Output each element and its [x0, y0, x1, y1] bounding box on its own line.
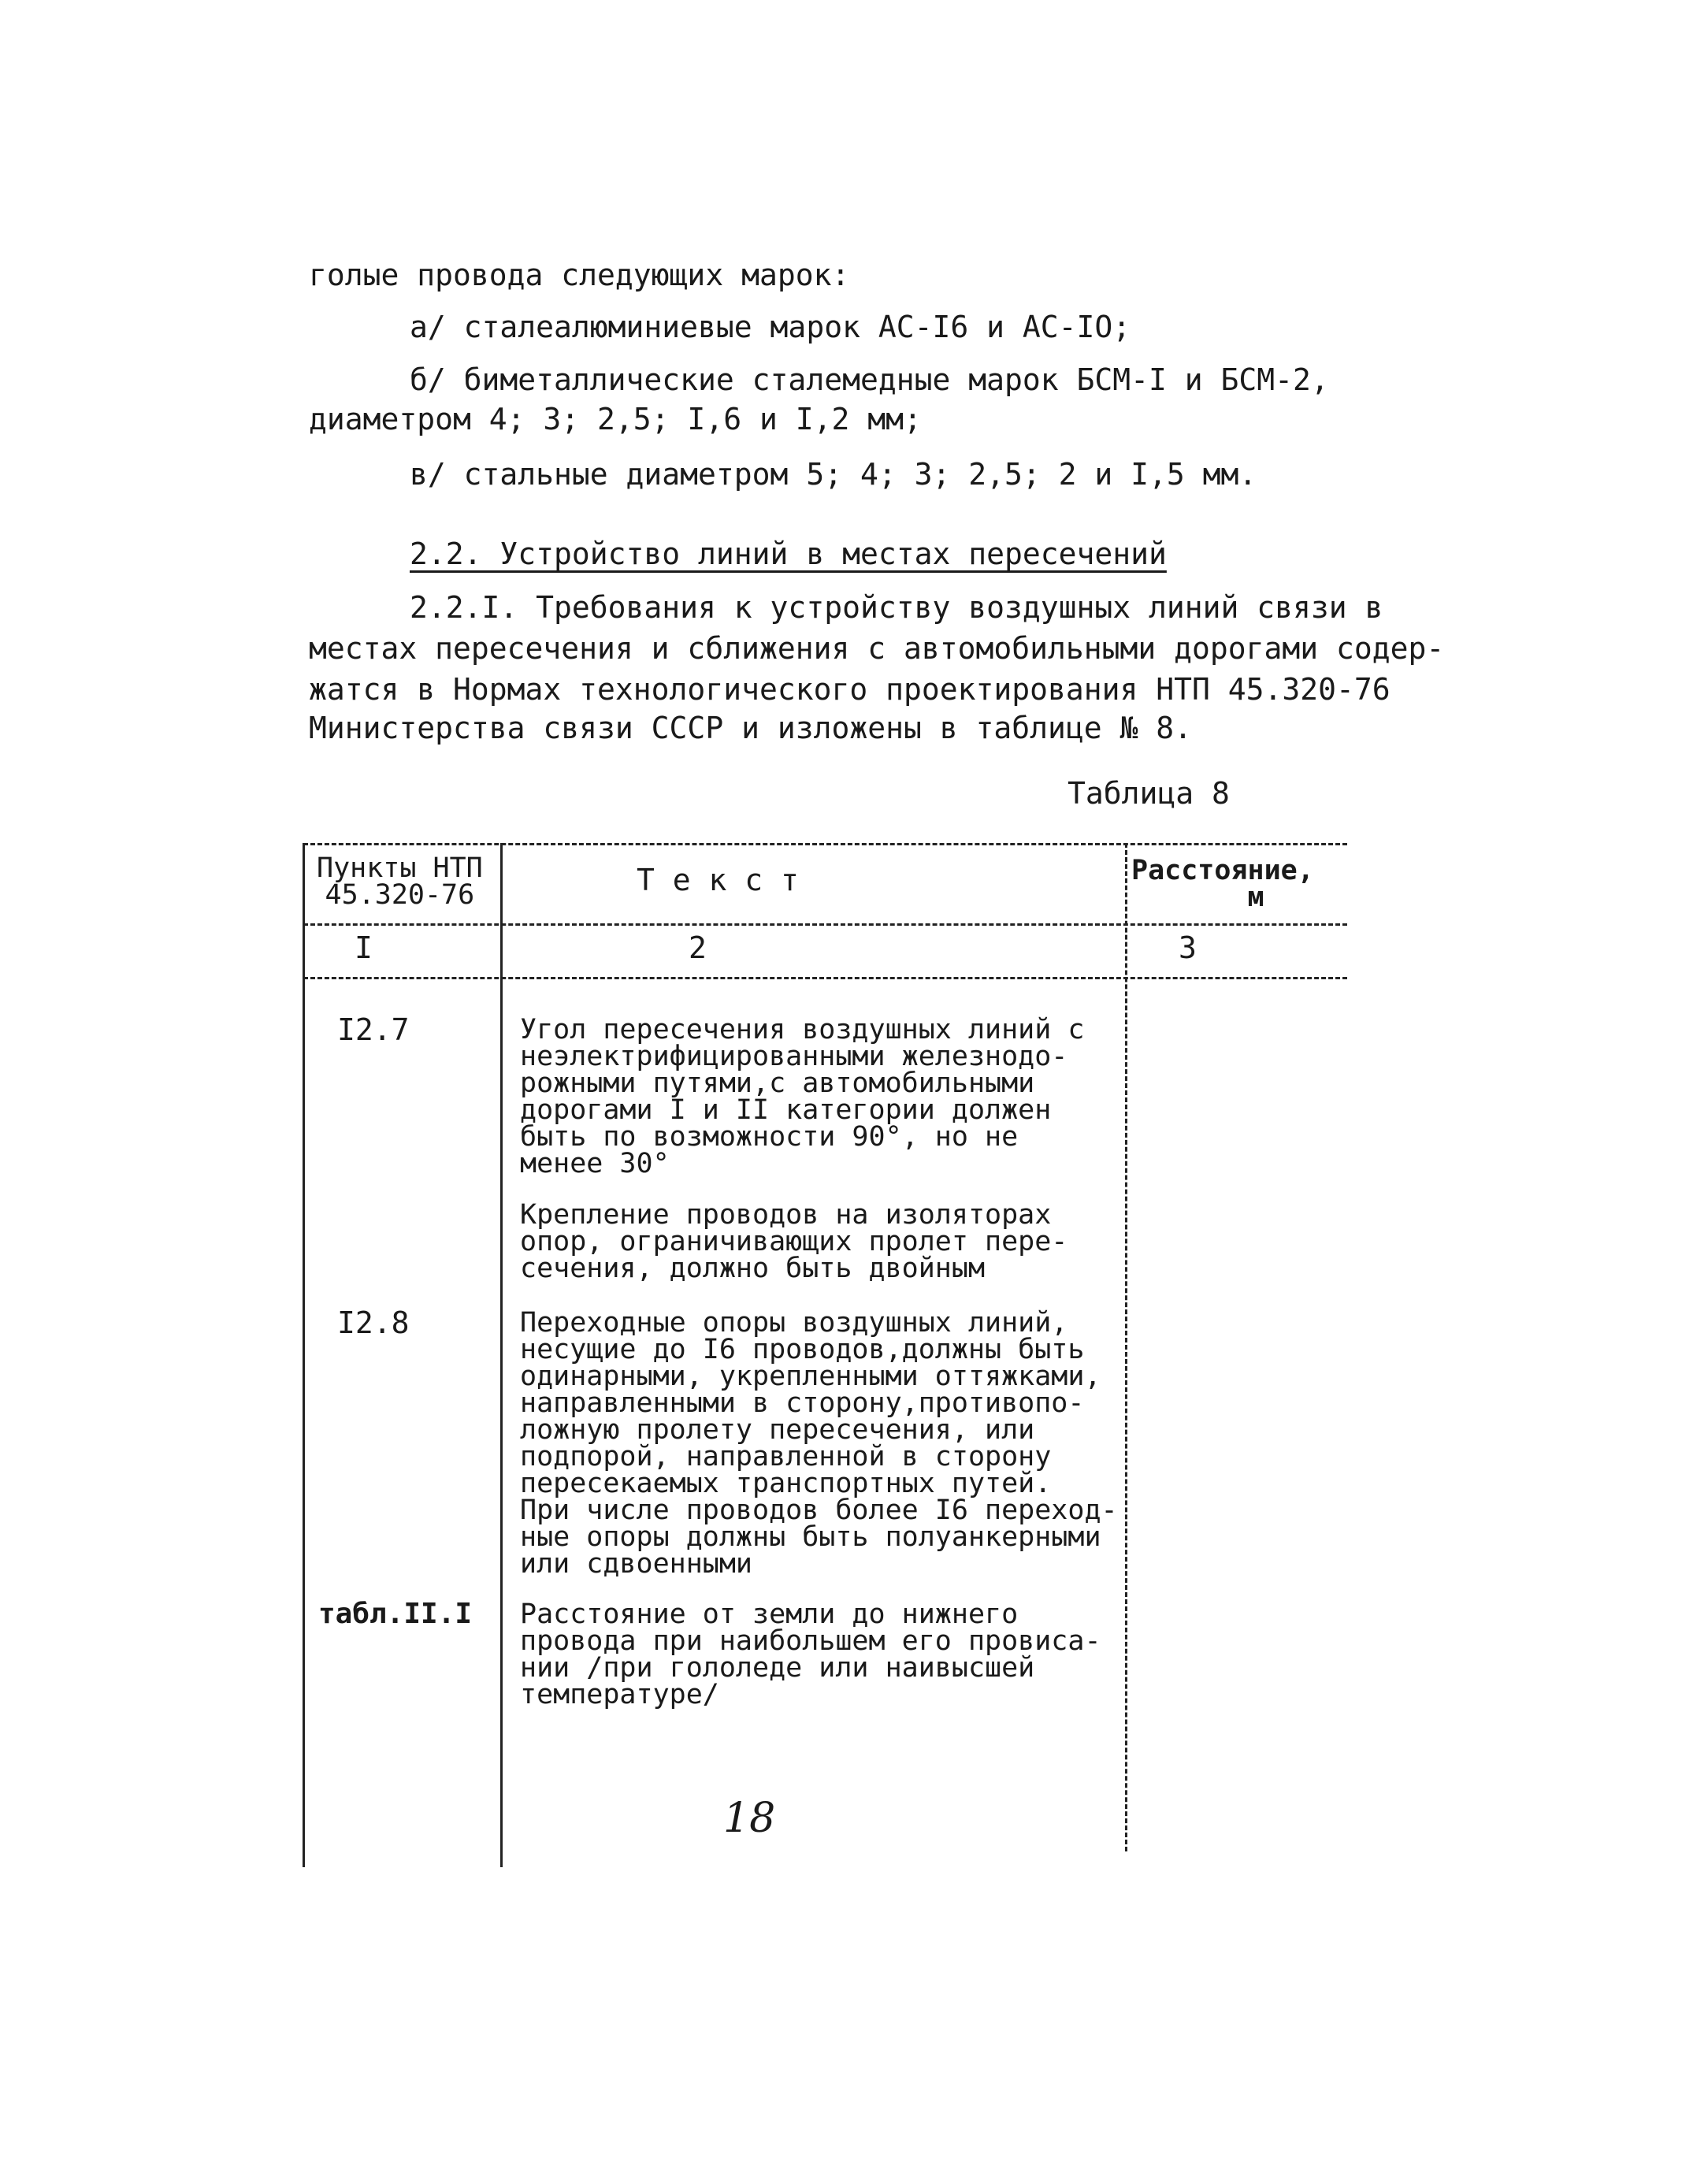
page-number: 18 — [723, 1795, 776, 1842]
row-item-table-11-1: табл.II.I — [318, 1598, 473, 1630]
text-line-5: в/ стальные диаметром 5; 4; 3; 2,5; 2 и I,5 мм. — [410, 457, 1257, 492]
text-line-4: диаметром 4; 3; 2,5; I,6 и I,2 мм; — [309, 402, 922, 436]
table-header-rule — [303, 923, 1347, 926]
col-number-2: 2 — [689, 930, 707, 965]
table-left-rule — [303, 843, 305, 1867]
col-number-3: 3 — [1179, 930, 1197, 965]
paragraph-line-1: 2.2.I. Требования к устройству воздушных линий связи в — [410, 590, 1383, 625]
table-col-rule-2 — [1125, 843, 1127, 1851]
paragraph-line-2: местах пересечения и сближения с автомобильными дорогами содер- — [309, 631, 1445, 666]
header-col-items: Пункты НТП 45.320-76 — [317, 852, 483, 911]
paragraph-line-3: жатся в Нормах технологического проектирования НТП 45.320-76 — [309, 672, 1391, 707]
header-col-distance: Расстояние, м — [1131, 855, 1314, 913]
row-item-12-8: I2.8 — [337, 1305, 410, 1340]
row-text-12-7: Угол пересечения воздушных линий с неэлектрифицированными железнодо- рожными путями,с автомобильными дорогами I и II категории должен быть по возможности 90°, но не менее 30° — [520, 1014, 1085, 1179]
table-number-rule — [303, 977, 1347, 979]
row-item-12-7: I2.7 — [337, 1012, 410, 1047]
text-line-2: а/ сталеалюминиевые марок АС-I6 и АС-IO; — [410, 310, 1131, 344]
header-col-text: Т е к с т — [637, 863, 799, 897]
text-line-1: голые провода следующих марок: — [309, 258, 850, 292]
paragraph-line-4: Министерства связи СССР и изложены в таблице № 8. — [309, 711, 1193, 745]
col-number-1: I — [355, 930, 373, 965]
table-col-rule-1 — [500, 843, 503, 1867]
table-top-rule — [303, 843, 1347, 845]
table-caption: Таблица 8 — [1068, 776, 1230, 811]
section-heading: 2.2. Устройство линий в местах пересечений — [410, 537, 1167, 571]
row-text-12-8: Переходные опоры воздушных линий, несущие до I6 проводов,должны быть одинарными, укрепленными оттяжками, направленными в сторону,противопо- ложную пролету пересечения, или подпорой, направленной в сторону пересекаемых транспортных путей. При числе проводов более I6 переход- ные опоры должны быть полуанкерными или сдвоенными — [520, 1307, 1118, 1580]
row-text-table-11-1: Расстояние от земли до нижнего провода при наибольшем его провиса- нии /при гололеде или наивысшей температуре/ — [520, 1599, 1101, 1710]
text-line-3: б/ биметаллические сталемедные марок БСМ-I и БСМ-2, — [410, 362, 1329, 397]
row-text-12-7-fastening: Крепление проводов на изоляторах опор, ограничивающих пролет пере- сечения, должно быть двойным — [520, 1199, 1068, 1284]
